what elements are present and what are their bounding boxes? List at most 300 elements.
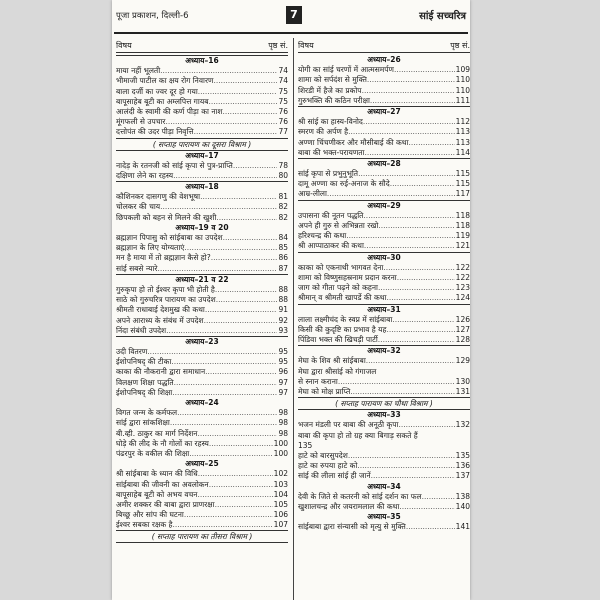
chapter-heading: अध्याय–16	[116, 55, 288, 66]
contents-entry	[298, 117, 470, 127]
entry-title: पिंडिवा भक्त की खिचड़ी पार्टी	[298, 335, 378, 345]
leader-dots	[371, 471, 455, 481]
contents-entry	[298, 335, 470, 345]
contents-entry	[116, 500, 288, 510]
entry-title: खुशालचन्द्र और जयरामलाल की कथा	[298, 501, 400, 511]
chapter-heading: अध्याय–32	[298, 345, 470, 356]
contents-entry	[298, 431, 470, 441]
contents-entry	[298, 356, 470, 366]
contents-entry	[116, 408, 288, 418]
leader-dots	[394, 65, 455, 75]
entry-page: 119	[455, 231, 470, 241]
entry-title: छिपकली को बहन से मिलने की खुशी	[116, 212, 217, 222]
reading-break-note: ( सप्ताह पारायण का चौथा विश्राम )	[298, 397, 470, 410]
contents-entry	[298, 283, 470, 293]
contents-entry	[116, 520, 288, 530]
entry-page: 121	[455, 241, 470, 251]
entry-page: 104	[273, 489, 288, 499]
entry-title: हरिश्चन्द्र की कथा	[298, 231, 347, 241]
entry-title: मेघा के शिव श्री सांईबाबा	[298, 356, 366, 366]
leader-dots	[422, 492, 455, 502]
entry-title: बाला दर्जी का ज्वर दूर हो गया	[116, 86, 198, 96]
leader-dots	[348, 127, 455, 137]
leader-dots	[166, 326, 277, 336]
entry-page: 98	[278, 418, 288, 428]
contents-entry	[116, 378, 288, 388]
subject-header: विषय	[298, 41, 314, 50]
entry-title: स्मरण की अर्पण है	[298, 127, 349, 137]
leader-dots	[363, 117, 455, 127]
entry-title: मूंगफली से उपचार	[116, 117, 166, 127]
entry-title: से स्नान कराना	[298, 376, 338, 386]
contents-entry	[298, 461, 470, 471]
entry-title: बापूसाहेब बूटी को अभय वचन	[116, 489, 198, 499]
entry-page: 87	[278, 263, 288, 273]
entry-title: अण्णा चिंचणीकर और मौसीबाई की कथा	[298, 137, 409, 147]
leader-dots	[216, 213, 277, 223]
leader-dots	[184, 243, 277, 253]
leader-dots	[348, 451, 455, 461]
contents-entry	[116, 357, 288, 367]
leader-dots	[160, 202, 277, 212]
entry-title: दामू अण्णा का रुई-अनाज के सौदे	[298, 179, 390, 189]
contents-entry	[116, 76, 288, 86]
contents-entry	[298, 293, 470, 303]
chapter-heading: अध्याय–24	[185, 398, 219, 407]
contents-entry	[298, 420, 470, 430]
leader-dots	[213, 76, 277, 86]
contents-entry	[116, 161, 288, 171]
leader-dots	[233, 161, 278, 171]
entry-page: 122	[455, 272, 470, 282]
contents-entry	[116, 449, 288, 459]
entry-page: 113	[455, 137, 470, 147]
entry-title: गुरुभक्ति की कठिन परीक्षा	[298, 95, 370, 105]
leader-dots	[216, 295, 278, 305]
leader-dots	[205, 305, 278, 315]
entry-page: 74	[278, 76, 288, 86]
entry-title: मेघा द्वारा श्रीसांई को गंगाजल	[298, 366, 377, 376]
entry-title: विगत जन्म के कर्मफल	[116, 408, 178, 418]
entry-page: 110	[455, 85, 470, 95]
entry-title: दक्षिणा लेने का रहस्य	[116, 170, 174, 180]
entry-title: ब्रह्मज्ञान पिपासु को सांईबाबा का उपदेश	[116, 233, 223, 242]
leader-dots	[223, 233, 278, 243]
leader-dots	[189, 449, 272, 459]
book-title: सांई सच्चरित्र	[419, 11, 466, 22]
chapter-heading: अध्याय–18	[116, 181, 288, 192]
entry-title: मन है माया में तो ब्रह्मज्ञान कैसे हो?	[116, 253, 211, 263]
entry-page: 127	[455, 324, 470, 334]
entry-title: योगी का सांई चरणों में आत्मसमर्पण	[298, 65, 394, 75]
entry-title: चोलकर की चाय	[116, 202, 161, 212]
entry-title: काका को एकनाथी भागवत देना	[298, 262, 384, 272]
chapter-heading: अध्याय–26	[367, 55, 401, 64]
entry-title: आलंदी के स्वामी की कर्ण पीड़ा का नाश	[116, 106, 223, 116]
column-divider	[293, 38, 294, 600]
leader-dots	[397, 273, 455, 283]
entry-page: 130	[455, 376, 470, 386]
leader-dots	[174, 378, 278, 388]
contents-entry	[116, 510, 288, 520]
leader-dots	[209, 439, 273, 449]
contents-entry	[116, 347, 288, 357]
entry-page	[418, 431, 419, 441]
entry-page: 97	[278, 377, 288, 387]
entry-title: बी.व्ही. ठाकुर का मार्ग निर्देशन	[116, 428, 198, 438]
entry-page: 136	[455, 461, 470, 471]
entry-page: 118	[455, 210, 470, 220]
leader-dots	[358, 169, 455, 179]
contents-entry	[116, 429, 288, 439]
contents-entry	[116, 66, 288, 76]
entry-title: देवी के जिते से कतरनी को सांई दर्शन का फल	[298, 491, 422, 501]
entry-title: दत्तोपंत की उदर पीड़ा निवृत्ति	[116, 127, 194, 137]
entry-page: 98	[278, 408, 288, 418]
leader-dots	[215, 285, 278, 295]
entry-page: 138	[455, 491, 470, 501]
leader-dots	[409, 138, 455, 148]
entry-title: अपने ही गुरु से अभिन्नता रखो	[298, 221, 379, 230]
entry-page: 76	[278, 117, 288, 127]
contents-entry	[298, 367, 470, 377]
contents-entry	[116, 285, 288, 295]
entry-title: श्री सांई का हास्य-विनोद	[298, 117, 363, 127]
book-page	[112, 0, 470, 600]
contents-entry	[298, 325, 470, 335]
entry-title: लाला लक्ष्मीचंद के स्वप्न में सांईबाबा	[298, 314, 393, 324]
contents-entry	[298, 179, 470, 189]
entry-title: बाबा की कृपा हो तो ग्रह क्या बिगाड़ सकते हैं	[298, 430, 418, 440]
leader-dots	[194, 127, 278, 137]
leader-dots	[367, 75, 455, 85]
entry-page: 110	[455, 75, 470, 85]
leader-dots	[172, 388, 277, 398]
leader-dots	[362, 86, 455, 96]
contents-entry	[298, 441, 470, 451]
entry-page: 95	[278, 357, 288, 367]
chapter-heading: अध्याय–17	[185, 150, 219, 160]
contents-entry	[298, 169, 470, 179]
leader-dots	[215, 500, 273, 510]
leader-dots	[390, 179, 455, 189]
entry-page: 100	[273, 448, 288, 458]
entry-page: 106	[273, 510, 288, 520]
contents-entry	[298, 231, 470, 241]
contents-entry	[116, 192, 288, 202]
entry-page: 122	[455, 262, 470, 272]
entry-title: घोड़े की लीद के नौ गोलों का रहस्य	[116, 438, 209, 448]
entry-title: सांईबाबा द्वारा संन्यासी को मृत्यु से मुक्ति	[298, 522, 406, 532]
entry-page: 109	[455, 65, 470, 75]
contents-entry	[298, 471, 470, 481]
contents-entry	[298, 148, 470, 158]
leader-dots	[211, 253, 278, 263]
contents-entry	[116, 243, 288, 253]
contents-entry	[298, 86, 470, 96]
reading-break-note: ( सप्ताह पारायण का तीसरा विश्राम )	[116, 530, 288, 543]
chapter-heading: अध्याय–25	[185, 459, 219, 469]
contents-entry	[298, 211, 470, 221]
chapter-heading: अध्याय–28	[298, 158, 470, 169]
entry-title: काका की नौकरानी द्वारा समाधान	[116, 367, 206, 377]
entry-page: 88	[278, 284, 288, 294]
entry-title: हाटे का रुपया हाटे को	[298, 461, 358, 471]
subject-header: विषय	[116, 41, 132, 50]
contents-entry	[116, 418, 288, 428]
leader-dots	[223, 107, 278, 117]
contents-entry	[298, 315, 470, 325]
leader-dots	[209, 480, 273, 490]
entry-page: 85	[278, 243, 288, 253]
leader-dots	[378, 221, 454, 231]
entry-page: 129	[455, 356, 470, 366]
entry-title: माया नहीं भूलती	[116, 66, 161, 76]
entry-page: 105	[273, 499, 288, 509]
entry-page: 78	[278, 160, 288, 170]
chapter-heading: अध्याय–34	[367, 481, 401, 491]
leader-dots	[197, 490, 272, 500]
entry-page: 107	[273, 520, 288, 530]
leader-dots	[160, 66, 277, 76]
contents-entry	[116, 480, 288, 490]
chapter-heading: अध्याय–27	[298, 106, 470, 117]
entry-title: सांई की लीला सांई ही जानें	[298, 471, 371, 481]
entry-page: 112	[455, 117, 470, 127]
entry-title: बापूसाहेब बूटी का अम्लपित्त गायब	[116, 96, 209, 106]
entry-page: 77	[278, 127, 288, 137]
entry-title: जाग को गीता पढ़ने को कहना	[298, 283, 378, 293]
entry-title: निंदा संबंधी उपदेश	[116, 325, 167, 335]
entry-page: 118	[455, 221, 470, 230]
leader-dots	[327, 189, 455, 199]
contents-entry	[116, 202, 288, 212]
leader-dots	[386, 325, 454, 335]
contents-entry	[116, 264, 288, 274]
contents-entry	[116, 367, 288, 377]
entry-page: 126	[455, 314, 470, 324]
entry-title: सांई द्वारा सांकशिक्षा	[116, 418, 170, 428]
leader-dots	[363, 211, 454, 221]
entry-page: 140	[455, 501, 470, 511]
contents-entry	[116, 469, 288, 479]
entry-title: ईशोपनिषद् की टीका	[116, 357, 172, 367]
leader-dots	[157, 264, 277, 274]
entry-title: मेघा को मोक्ष प्राप्ति	[298, 387, 351, 396]
page-header-label: पृष्ठ सं.	[450, 41, 470, 50]
entry-title: नादेड़ के रतनजी को सांई कृपा से पुत्र-प्राप्ति	[116, 160, 233, 170]
entry-page: 115	[455, 169, 470, 179]
leader-dots	[177, 408, 277, 418]
entry-page: 123	[455, 283, 470, 293]
chapter-heading: अध्याय–31	[298, 304, 470, 315]
contents-entry	[298, 522, 470, 532]
entry-page: 141	[455, 522, 470, 532]
entry-page: 132	[455, 420, 470, 430]
leader-dots	[350, 387, 454, 397]
contents-entry	[298, 65, 470, 75]
entry-page: 82	[278, 202, 288, 212]
leader-dots	[378, 335, 455, 345]
entry-title: सांईबाबा की जीवनी का अवलोकन	[116, 479, 209, 489]
contents-entry	[298, 96, 470, 106]
chapter-heading: अध्याय–30	[298, 252, 470, 263]
contents-entry	[116, 316, 288, 326]
entry-title: श्री सांईबाबा के ध्यान की विधि	[116, 469, 198, 479]
leader-dots	[370, 96, 455, 106]
entry-page	[312, 441, 313, 451]
leader-dots	[386, 293, 454, 303]
entry-page	[376, 367, 377, 377]
entry-title: शिरडी में हैजे का प्रकोप	[298, 85, 362, 95]
leader-dots	[383, 263, 454, 273]
leader-dots	[208, 97, 277, 107]
contents-entry	[116, 87, 288, 97]
chapter-heading: अध्याय–35	[367, 512, 401, 522]
entry-title: गुरुकृपा हो तो ईश्वर कृपा भी होती है	[116, 284, 215, 294]
leader-dots	[205, 367, 277, 377]
contents-entry	[298, 138, 470, 148]
entry-page: 84	[278, 233, 288, 242]
contents-entry	[298, 502, 470, 512]
contents-entry	[298, 241, 470, 251]
leader-dots	[173, 520, 273, 530]
entry-page: 115	[455, 179, 470, 189]
entry-page: 75	[278, 86, 288, 96]
entry-page: 114	[455, 147, 470, 157]
leader-dots	[364, 241, 455, 251]
leader-dots	[406, 522, 455, 532]
header-rule	[114, 32, 468, 34]
entry-page: 113	[455, 127, 470, 137]
leader-dots	[171, 357, 277, 367]
entry-page: 93	[278, 325, 288, 335]
entry-page: 97	[278, 387, 288, 397]
contents-entry	[298, 377, 470, 387]
entry-page: 103	[273, 479, 288, 489]
leader-dots	[366, 356, 455, 366]
leader-dots	[398, 420, 454, 430]
entry-title: बिच्छू और सांप की घटना	[116, 510, 184, 520]
leader-dots	[378, 283, 455, 293]
entry-title: उपासना की नूतन पद्धति	[298, 210, 364, 220]
contents-entry	[116, 305, 288, 315]
reading-break-note: ( सप्ताह पारायण का दूसरा विश्राम )	[116, 138, 288, 151]
contents-entry	[298, 451, 470, 461]
contents-entry	[298, 273, 470, 283]
entry-title: शामा को सर्पदंश से मुक्ति	[298, 75, 367, 85]
contents-entry	[298, 127, 470, 137]
entry-title: सांई कृपा से प्रभुनुभूति	[298, 169, 359, 179]
leader-dots	[197, 429, 277, 439]
entry-page: 137	[455, 471, 470, 481]
contents-entry	[116, 388, 288, 398]
entry-page: 96	[278, 367, 288, 377]
leader-dots	[346, 231, 454, 241]
entry-page: 98	[278, 428, 288, 438]
entry-title: विलक्षण शिक्षा पद्धति	[116, 377, 174, 387]
entry-title: साठे को गुरुचरित्र पारायण का उपदेश	[116, 295, 216, 305]
entry-page: 91	[278, 305, 288, 315]
leader-dots	[364, 148, 454, 158]
entry-page: 111	[455, 95, 470, 105]
entry-page: 75	[278, 96, 288, 106]
entry-title: ब्रह्मज्ञान के लिए योग्यताएं	[116, 243, 185, 253]
leader-dots	[392, 315, 454, 325]
contents-entry	[298, 387, 470, 397]
entry-page: 81	[278, 192, 288, 202]
contents-entry	[116, 326, 288, 336]
entry-title: भीमाजी पाटील का क्षय रोग निवारण	[116, 76, 214, 86]
contents-column-right	[298, 40, 470, 532]
chapter-heading: अध्याय–21 व 22	[116, 274, 288, 285]
chapter-heading: अध्याय–19 व 20	[175, 222, 229, 232]
contents-column-left	[116, 40, 288, 543]
contents-entry	[116, 490, 288, 500]
entry-page: 95	[278, 347, 288, 357]
chapter-heading: अध्याय–33	[367, 410, 401, 420]
leader-dots	[338, 377, 455, 387]
contents-entry	[116, 97, 288, 107]
entry-title: श्रीमान् व श्रीमती खापर्डे की कथा	[298, 293, 387, 303]
entry-page: 124	[455, 293, 470, 303]
entry-title: शामा को विष्णुसहस्रनाम प्रदान करना	[298, 272, 397, 282]
contents-entry	[116, 107, 288, 117]
entry-page: 131	[455, 387, 470, 396]
entry-title: हाटे को बारसुपदेश	[298, 450, 348, 460]
entry-title: अपने आराध्य के संबंध में उपदेश	[116, 315, 204, 325]
contents-entry	[298, 75, 470, 85]
entry-title: श्री आप्पाठाकर की कथा	[298, 241, 364, 251]
entry-page: 88	[278, 295, 288, 305]
leader-dots	[198, 87, 278, 97]
leader-dots	[166, 117, 278, 127]
entry-page: 102	[273, 469, 288, 479]
contents-entry	[298, 492, 470, 502]
entry-title: सांई सबसे न्यारे	[116, 263, 158, 273]
leader-dots	[173, 171, 277, 181]
leader-dots	[399, 502, 454, 512]
entry-title: उदी वितरण	[116, 347, 148, 357]
leader-dots	[357, 461, 454, 471]
leader-dots	[200, 192, 277, 202]
entry-title: 135	[298, 440, 313, 450]
leader-dots	[198, 469, 273, 479]
contents-entry	[116, 171, 288, 181]
contents-entry	[116, 127, 288, 137]
contents-entry	[116, 253, 288, 263]
chapter-heading: अध्याय–23	[116, 336, 288, 347]
contents-entry	[116, 439, 288, 449]
entry-title: ईशोपनिषद् की शिक्षा	[116, 387, 173, 397]
entry-page: 74	[278, 66, 288, 76]
contents-entry	[116, 295, 288, 305]
entry-title: बाबा की भक्त-परायणता	[298, 147, 365, 157]
entry-page: 80	[278, 170, 288, 180]
contents-entry	[116, 233, 288, 243]
entry-page: 82	[278, 212, 288, 222]
contents-entry	[298, 221, 470, 231]
entry-page: 86	[278, 253, 288, 263]
leader-dots	[184, 510, 273, 520]
entry-title: कौशिनकर दासगणु की वेशभूषा	[116, 192, 201, 202]
contents-entry	[298, 263, 470, 273]
page-header	[112, 0, 470, 34]
entry-page: 76	[278, 106, 288, 116]
entry-title: ईश्वर सबका रक्षक है	[116, 520, 173, 530]
leader-dots	[204, 316, 278, 326]
entry-title: किसी की कुदृष्टि का प्रभाव है यह	[298, 324, 387, 334]
